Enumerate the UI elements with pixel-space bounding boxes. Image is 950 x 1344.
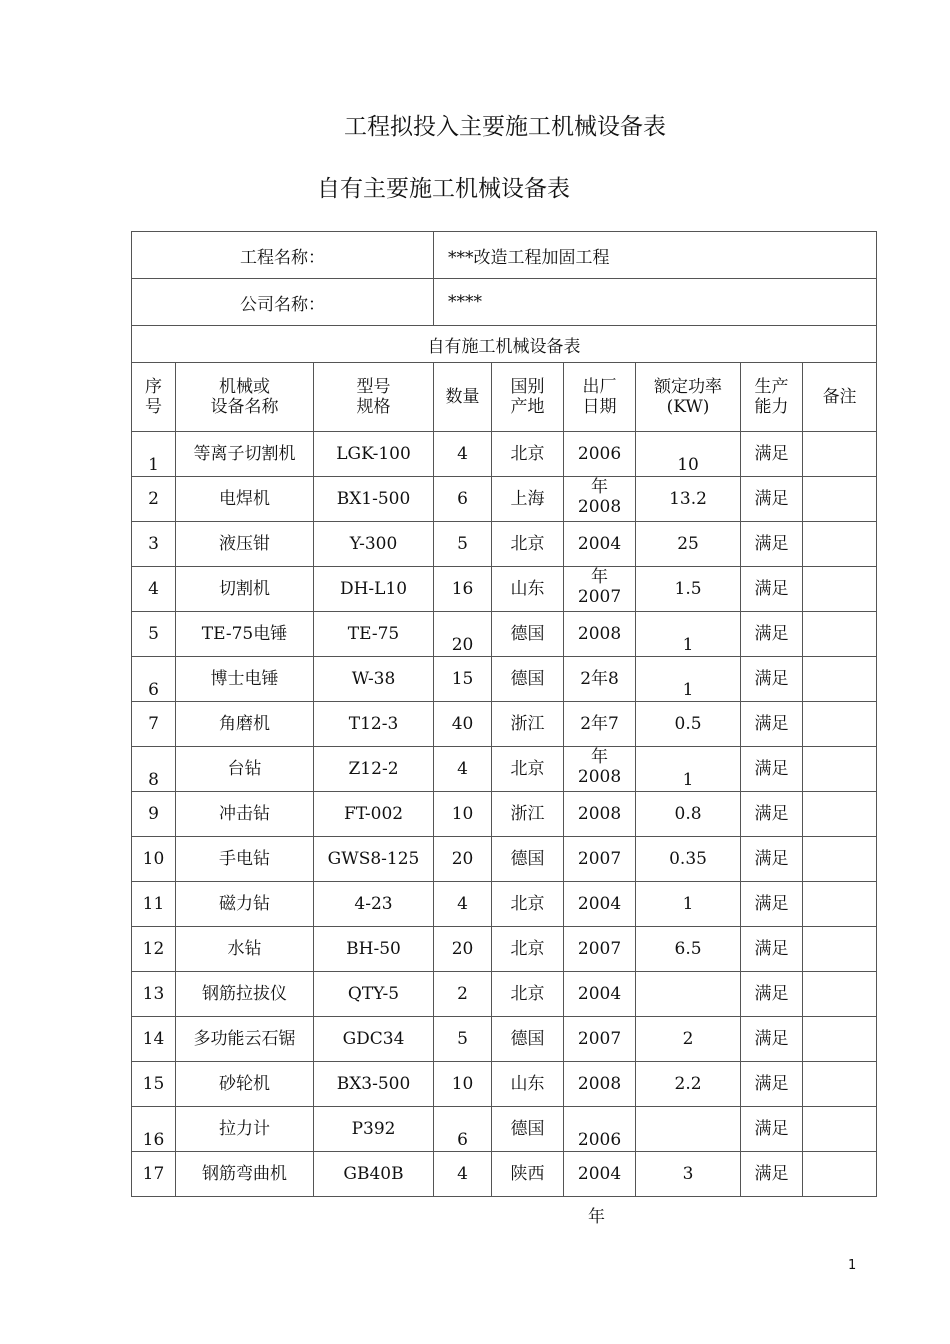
cell-name: 液压钳 bbox=[176, 522, 314, 567]
cell-model: BH-50 bbox=[314, 927, 434, 972]
table-row bbox=[132, 432, 877, 477]
header-remark: 备注 bbox=[803, 363, 877, 432]
cell-remark bbox=[803, 477, 877, 522]
cell-date: 2008 bbox=[564, 612, 636, 657]
table-row bbox=[132, 567, 877, 612]
table-row bbox=[132, 927, 877, 972]
cell-qty: 16 bbox=[434, 567, 492, 612]
cell-model: FT-002 bbox=[314, 792, 434, 837]
cell-date: 2008 bbox=[564, 792, 636, 837]
cell-remark bbox=[803, 1062, 877, 1107]
cell-name: 磁力钻 bbox=[176, 882, 314, 927]
cell-model: 4-23 bbox=[314, 882, 434, 927]
cell-origin: 北京 bbox=[492, 522, 564, 567]
cell-origin: 山东 bbox=[492, 1062, 564, 1107]
cell-seq: 7 bbox=[132, 702, 176, 747]
equipment-table bbox=[131, 231, 877, 1197]
cell-power: 1 bbox=[636, 612, 741, 657]
cell-date: 2004 bbox=[564, 972, 636, 1017]
cell-seq: 12 bbox=[132, 927, 176, 972]
cell-date: 2004 bbox=[564, 522, 636, 567]
cell-model: GWS8-125 bbox=[314, 837, 434, 882]
cell-remark bbox=[803, 702, 877, 747]
cell-capacity: 满足 bbox=[741, 1152, 803, 1197]
cell-name: 手电钻 bbox=[176, 837, 314, 882]
cell-capacity: 满足 bbox=[741, 612, 803, 657]
cell-origin: 德国 bbox=[492, 657, 564, 702]
cell-name: 台钻 bbox=[176, 747, 314, 792]
header-name: 机械或 设备名称 bbox=[176, 363, 314, 432]
cell-power: 1 bbox=[636, 882, 741, 927]
cell-qty: 40 bbox=[434, 702, 492, 747]
cell-power: 3 bbox=[636, 1152, 741, 1197]
cell-power bbox=[636, 1107, 741, 1152]
cell-qty: 20 bbox=[434, 927, 492, 972]
cell-capacity: 满足 bbox=[741, 1017, 803, 1062]
header-qty: 数量 bbox=[434, 363, 492, 432]
cell-model: P392 bbox=[314, 1107, 434, 1152]
project-name-value: ***改造工程加固工程 bbox=[434, 232, 877, 279]
table-row bbox=[132, 837, 877, 882]
cell-name: 多功能云石锯 bbox=[176, 1017, 314, 1062]
cell-seq: 1 bbox=[132, 432, 176, 477]
cell-model: LGK-100 bbox=[314, 432, 434, 477]
page-number: 1 bbox=[848, 1258, 857, 1273]
header-model: 型号 规格 bbox=[314, 363, 434, 432]
cell-power: 25 bbox=[636, 522, 741, 567]
cell-date: 年 2008 bbox=[564, 477, 636, 522]
table-title: 自有施工机械设备表 bbox=[132, 326, 877, 363]
cell-remark bbox=[803, 747, 877, 792]
cell-name: 砂轮机 bbox=[176, 1062, 314, 1107]
cell-power: 2 bbox=[636, 1017, 741, 1062]
cell-remark bbox=[803, 567, 877, 612]
cell-seq: 17 bbox=[132, 1152, 176, 1197]
cell-qty: 4 bbox=[434, 747, 492, 792]
table-row bbox=[132, 702, 877, 747]
cell-power: 0.8 bbox=[636, 792, 741, 837]
cell-model: T12-3 bbox=[314, 702, 434, 747]
header-seq: 序 号 bbox=[132, 363, 176, 432]
table-header-row bbox=[132, 363, 877, 432]
cell-name: 钢筋拉拔仪 bbox=[176, 972, 314, 1017]
cell-date: 年 2007 bbox=[564, 567, 636, 612]
cell-model: BX3-500 bbox=[314, 1062, 434, 1107]
cell-remark bbox=[803, 972, 877, 1017]
cell-name: TE-75电锤 bbox=[176, 612, 314, 657]
header-date: 出厂 日期 bbox=[564, 363, 636, 432]
cell-capacity: 满足 bbox=[741, 882, 803, 927]
cell-name: 水钻 bbox=[176, 927, 314, 972]
cell-capacity: 满足 bbox=[741, 972, 803, 1017]
cell-origin: 北京 bbox=[492, 927, 564, 972]
table-row bbox=[132, 972, 877, 1017]
cell-qty: 6 bbox=[434, 1107, 492, 1152]
cell-date: 2006 bbox=[564, 432, 636, 477]
cell-qty: 10 bbox=[434, 792, 492, 837]
cell-seq: 9 bbox=[132, 792, 176, 837]
cell-power bbox=[636, 972, 741, 1017]
cell-qty: 10 bbox=[434, 1062, 492, 1107]
cell-date: 2年8 bbox=[564, 657, 636, 702]
cell-name: 电焊机 bbox=[176, 477, 314, 522]
cell-name: 等离子切割机 bbox=[176, 432, 314, 477]
cell-remark bbox=[803, 1017, 877, 1062]
cell-qty: 20 bbox=[434, 612, 492, 657]
cell-origin: 浙江 bbox=[492, 792, 564, 837]
cell-seq: 15 bbox=[132, 1062, 176, 1107]
cell-remark bbox=[803, 792, 877, 837]
cell-origin: 德国 bbox=[492, 612, 564, 657]
cell-seq: 5 bbox=[132, 612, 176, 657]
table-row bbox=[132, 1017, 877, 1062]
cell-capacity: 满足 bbox=[741, 522, 803, 567]
cell-seq: 3 bbox=[132, 522, 176, 567]
cell-capacity: 满足 bbox=[741, 1107, 803, 1152]
cell-name: 切割机 bbox=[176, 567, 314, 612]
cell-qty: 5 bbox=[434, 522, 492, 567]
header-origin: 国别 产地 bbox=[492, 363, 564, 432]
cell-power: 10 bbox=[636, 432, 741, 477]
cell-remark bbox=[803, 1152, 877, 1197]
cell-power: 0.5 bbox=[636, 702, 741, 747]
table-row bbox=[132, 612, 877, 657]
cell-origin: 上海 bbox=[492, 477, 564, 522]
cell-origin: 陕西 bbox=[492, 1152, 564, 1197]
cell-remark bbox=[803, 837, 877, 882]
cell-capacity: 满足 bbox=[741, 477, 803, 522]
cell-date: 年 2008 bbox=[564, 747, 636, 792]
cell-name: 钢筋弯曲机 bbox=[176, 1152, 314, 1197]
cell-seq: 10 bbox=[132, 837, 176, 882]
cell-origin: 德国 bbox=[492, 1107, 564, 1152]
cell-capacity: 满足 bbox=[741, 432, 803, 477]
cell-power: 6.5 bbox=[636, 927, 741, 972]
cell-origin: 山东 bbox=[492, 567, 564, 612]
company-name-label: 公司名称： bbox=[132, 279, 434, 326]
cell-remark bbox=[803, 432, 877, 477]
cell-date: 2008 bbox=[564, 1062, 636, 1107]
header-power: 额定功率 (KW) bbox=[636, 363, 741, 432]
cell-remark bbox=[803, 612, 877, 657]
cell-name: 博士电锤 bbox=[176, 657, 314, 702]
table-row bbox=[132, 522, 877, 567]
cell-remark bbox=[803, 522, 877, 567]
table-row bbox=[132, 747, 877, 792]
table-row bbox=[132, 477, 877, 522]
cell-date: 2007 bbox=[564, 1017, 636, 1062]
table-row bbox=[132, 657, 877, 702]
cell-capacity: 满足 bbox=[741, 792, 803, 837]
cell-seq: 14 bbox=[132, 1017, 176, 1062]
cell-remark bbox=[803, 882, 877, 927]
cell-seq: 6 bbox=[132, 657, 176, 702]
cell-qty: 2 bbox=[434, 972, 492, 1017]
cell-qty: 15 bbox=[434, 657, 492, 702]
cell-seq: 4 bbox=[132, 567, 176, 612]
cell-capacity: 满足 bbox=[741, 657, 803, 702]
cell-power: 13.2 bbox=[636, 477, 741, 522]
cell-model: TE-75 bbox=[314, 612, 434, 657]
cell-origin: 北京 bbox=[492, 972, 564, 1017]
cell-power: 1.5 bbox=[636, 567, 741, 612]
cell-qty: 20 bbox=[434, 837, 492, 882]
cell-model: BX1-500 bbox=[314, 477, 434, 522]
cell-origin: 德国 bbox=[492, 1017, 564, 1062]
cell-power: 0.35 bbox=[636, 837, 741, 882]
cell-date: 2004 bbox=[564, 882, 636, 927]
cell-capacity: 满足 bbox=[741, 1062, 803, 1107]
cell-origin: 北京 bbox=[492, 432, 564, 477]
cell-origin: 浙江 bbox=[492, 702, 564, 747]
cell-qty: 6 bbox=[434, 477, 492, 522]
cell-power: 1 bbox=[636, 747, 741, 792]
cell-model: GB40B bbox=[314, 1152, 434, 1197]
cell-qty: 4 bbox=[434, 432, 492, 477]
cell-remark bbox=[803, 657, 877, 702]
cell-seq: 2 bbox=[132, 477, 176, 522]
cell-seq: 8 bbox=[132, 747, 176, 792]
cell-seq: 11 bbox=[132, 882, 176, 927]
project-name-label: 工程名称： bbox=[132, 232, 434, 279]
cell-qty: 4 bbox=[434, 882, 492, 927]
cell-model: W-38 bbox=[314, 657, 434, 702]
cell-capacity: 满足 bbox=[741, 567, 803, 612]
cell-model: GDC34 bbox=[314, 1017, 434, 1062]
cell-origin: 北京 bbox=[492, 882, 564, 927]
cell-capacity: 满足 bbox=[741, 837, 803, 882]
cell-power: 2.2 bbox=[636, 1062, 741, 1107]
cell-model: DH-L10 bbox=[314, 567, 434, 612]
cell-qty: 5 bbox=[434, 1017, 492, 1062]
cell-remark bbox=[803, 927, 877, 972]
table-row bbox=[132, 792, 877, 837]
cell-date: 2007 bbox=[564, 837, 636, 882]
cell-capacity: 满足 bbox=[741, 927, 803, 972]
cell-model: Y-300 bbox=[314, 522, 434, 567]
cell-capacity: 满足 bbox=[741, 702, 803, 747]
table-row bbox=[132, 1062, 877, 1107]
cell-date: 2006 bbox=[564, 1107, 636, 1152]
cell-model: Z12-2 bbox=[314, 747, 434, 792]
cell-name: 角磨机 bbox=[176, 702, 314, 747]
cell-date: 2007 bbox=[564, 927, 636, 972]
cell-origin: 德国 bbox=[492, 837, 564, 882]
company-name-value: **** bbox=[434, 279, 877, 326]
cell-date: 2004 bbox=[564, 1152, 636, 1197]
trailing-text: 年 bbox=[588, 1207, 605, 1227]
table-row bbox=[132, 1107, 877, 1152]
page-subtitle: 自有主要施工机械设备表 bbox=[317, 176, 570, 202]
cell-qty: 4 bbox=[434, 1152, 492, 1197]
cell-origin: 北京 bbox=[492, 747, 564, 792]
cell-name: 拉力计 bbox=[176, 1107, 314, 1152]
cell-seq: 16 bbox=[132, 1107, 176, 1152]
cell-power: 1 bbox=[636, 657, 741, 702]
page-title: 工程拟投入主要施工机械设备表 bbox=[344, 114, 666, 140]
cell-capacity: 满足 bbox=[741, 747, 803, 792]
table-row bbox=[132, 1152, 877, 1197]
cell-date: 2年7 bbox=[564, 702, 636, 747]
header-capacity: 生产 能力 bbox=[741, 363, 803, 432]
cell-model: QTY-5 bbox=[314, 972, 434, 1017]
table-row bbox=[132, 882, 877, 927]
cell-name: 冲击钻 bbox=[176, 792, 314, 837]
cell-seq: 13 bbox=[132, 972, 176, 1017]
cell-remark bbox=[803, 1107, 877, 1152]
